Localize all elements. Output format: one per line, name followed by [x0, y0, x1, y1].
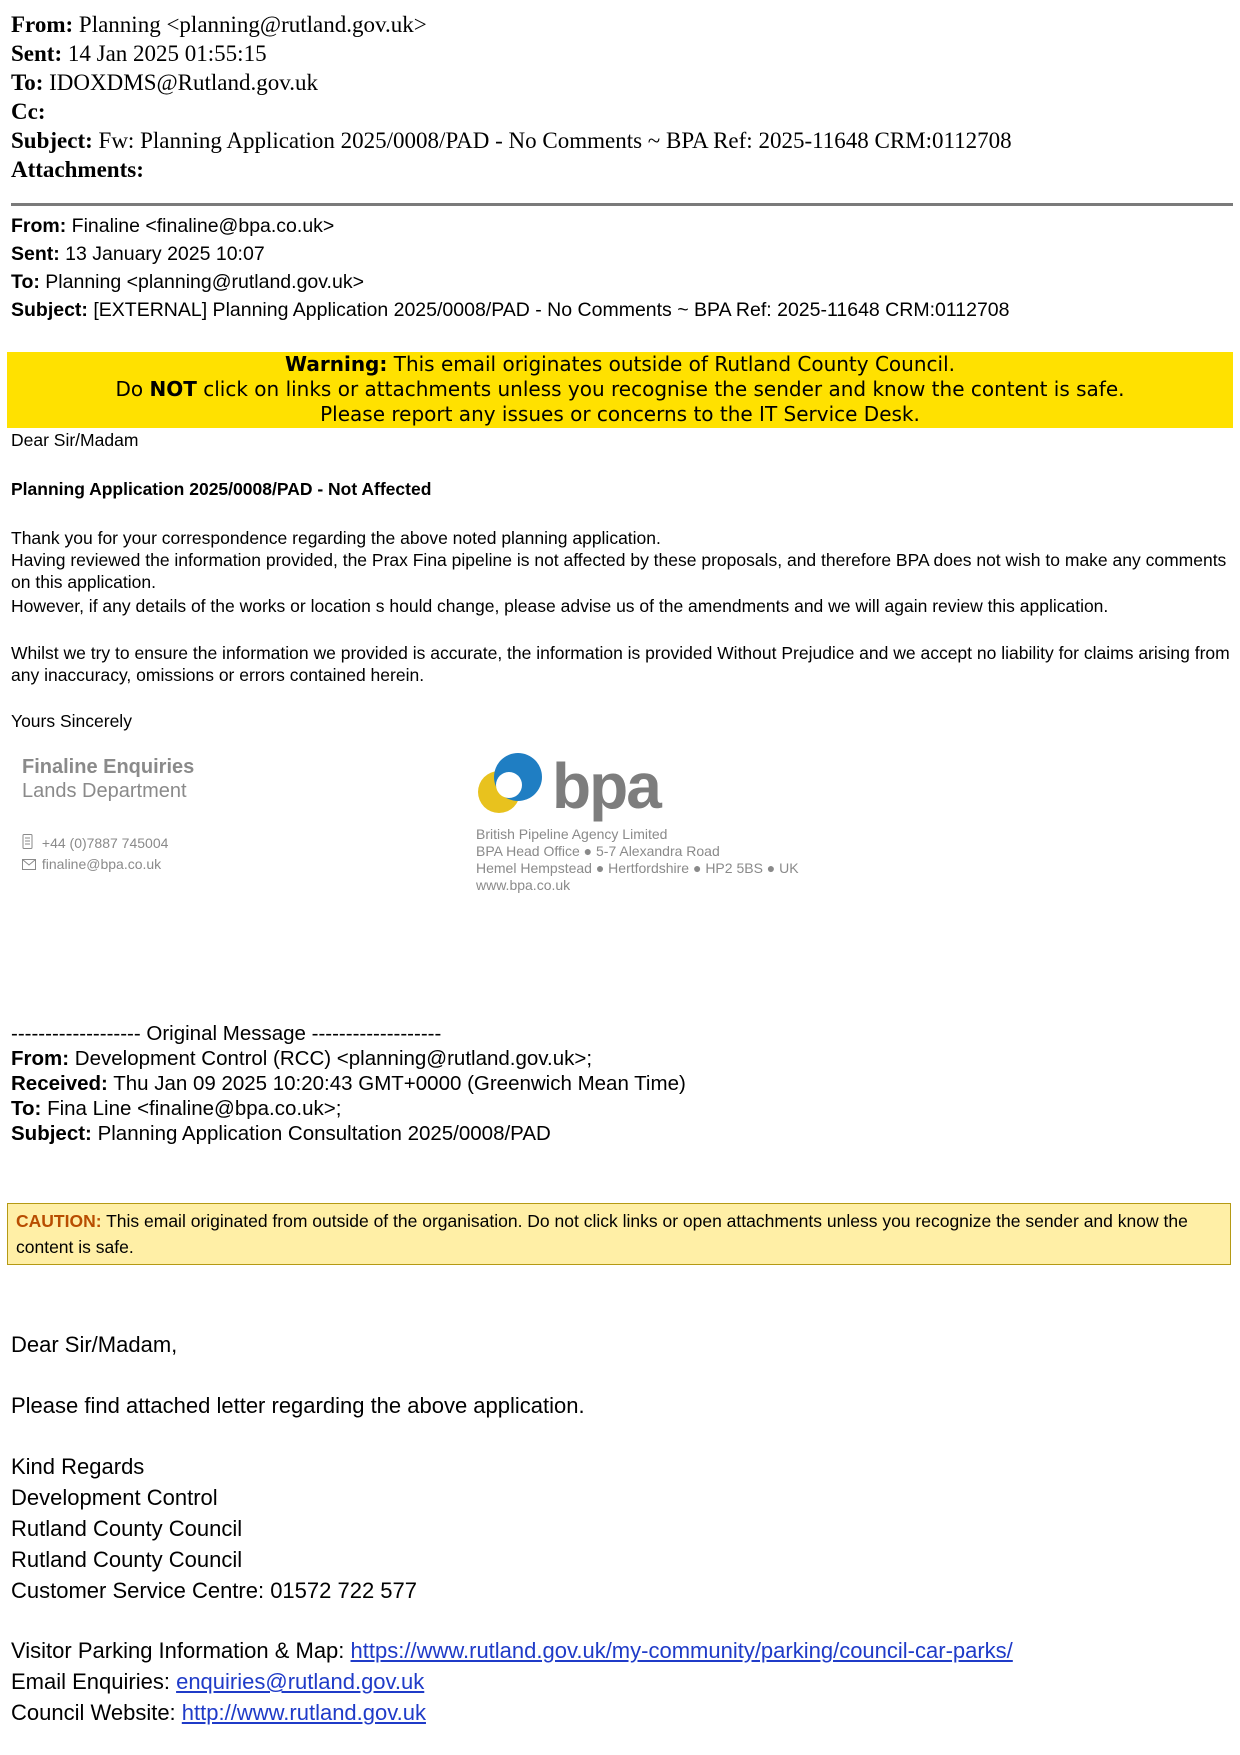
orig-received: Received: Thu Jan 09 2025 10:20:43 GMT+0000 (Greenwich Mean Time) [11, 1072, 686, 1095]
letter-greeting: Dear Sir/Madam [11, 430, 139, 450]
company-name: British Pipeline Agency Limited [476, 826, 668, 842]
signature-department: Lands Department [22, 780, 187, 802]
signature-block [22, 755, 194, 803]
parking-info: Visitor Parking Information & Map: https://www.rutland.gov.uk/my-community/parking/council-car-parks/ [11, 1638, 1013, 1663]
footer-links [11, 1635, 1013, 1728]
svg-text:bpa: bpa [552, 752, 660, 822]
email-enquiries-link[interactable]: enquiries@rutland.gov.uk [176, 1669, 425, 1694]
letter-heading: Planning Application 2025/0008/PAD - Not Affected [11, 479, 432, 499]
original-message-header [11, 1021, 686, 1146]
letter-closing: Yours Sincerely [11, 711, 132, 731]
envelope-icon [22, 855, 38, 876]
council-website-link[interactable]: http://www.rutland.gov.uk [181, 1700, 426, 1725]
header-attachments: Attachments: [11, 157, 144, 182]
letter-disclaimer: Whilst we try to ensure the information we provided is accurate, the information is provided Without Prejudice and we accept no liability for claims arising from any inaccuracy, omissions or errors contained herein. [11, 643, 1230, 685]
header-from: From: Planning <planning@rutland.gov.uk> [11, 12, 427, 37]
signature-email: finaline@bpa.co.uk [22, 854, 161, 876]
caution-banner [7, 1203, 1231, 1265]
signature-phone: +44 (0)7887 745004 [22, 833, 168, 855]
header-cc: Cc: [11, 99, 46, 124]
fwd-from: From: Finaline <finaline@bpa.co.uk> [11, 215, 335, 237]
header-sent: Sent: 14 Jan 2025 01:55:15 [11, 41, 267, 66]
fwd-sent: Sent: 13 January 2025 10:07 [11, 243, 265, 265]
caution-text: This email originated from outside of the organisation. Do not click links or open attachments unless you recognize the sender and know the content is safe. [16, 1211, 1188, 1257]
council-website: Council Website: http://www.rutland.gov.uk [11, 1700, 426, 1725]
email-enquiries: Email Enquiries: enquiries@rutland.gov.uk [11, 1669, 425, 1694]
address-line: Hemel Hempstead ● Hertfordshire ● HP2 5BS ● UK [476, 860, 799, 876]
letter-paragraph: Having reviewed the information provided, the Prax Fina pipeline is not affected by these proposals, and therefore BPA does not wish to make any comments on this application. [11, 550, 1227, 592]
orig-from: From: Development Control (RCC) <planning@rutland.gov.uk>; [11, 1047, 593, 1070]
bpa-logo [476, 752, 676, 829]
orig-to: To: Fina Line <finaline@bpa.co.uk>; [11, 1097, 342, 1120]
letter-paragraph: Thank you for your correspondence regarding the above noted planning application. [11, 528, 661, 548]
caution-label: CAUTION: [16, 1211, 102, 1231]
header-divider [11, 203, 1233, 206]
header-to: To: IDOXDMS@Rutland.gov.uk [11, 70, 318, 95]
email-header [11, 10, 1012, 184]
footer-greeting: Dear Sir/Madam, [11, 1332, 178, 1357]
phone-icon [22, 834, 38, 855]
fwd-subject: Subject: [EXTERNAL] Planning Application 2025/0008/PAD - No Comments ~ BPA Ref: 2025-11648 CRM:0112708 [11, 299, 1010, 321]
bpa-address [476, 826, 799, 894]
original-divider: ------------------- Original Message ------------------- [11, 1022, 442, 1045]
forwarded-header [11, 212, 1009, 324]
orig-subject: Subject: Planning Application Consultation 2025/0008/PAD [11, 1122, 551, 1145]
footer-body: Please find attached letter regarding the above application. [11, 1393, 585, 1418]
parking-link[interactable]: https://www.rutland.gov.uk/my-community/parking/council-car-parks/ [350, 1638, 1013, 1663]
external-warning-banner: Warning: This email originates outside of Rutland County Council. Do NOT click on links or attachments unless you recognise the sender and know the content is safe. Please report any issues or concerns to the IT Service Desk. [7, 352, 1233, 428]
header-subject: Subject: Fw: Planning Application 2025/0008/PAD - No Comments ~ BPA Ref: 2025-11648 CRM:0112708 [11, 128, 1012, 153]
letter-paragraph: However, if any details of the works or location s hould change, please advise us of the amendments and we will again review this application. [11, 596, 1109, 616]
footer-signature: Kind Regards Development Control Rutland County Council Rutland County Council Customer Service Centre: 01572 722 577 [11, 1454, 418, 1603]
signature-name: Finaline Enquiries [22, 756, 195, 778]
fwd-to: To: Planning <planning@rutland.gov.uk> [11, 271, 364, 293]
company-website: www.bpa.co.uk [476, 877, 571, 893]
address-line: BPA Head Office ● 5-7 Alexandra Road [476, 843, 720, 859]
